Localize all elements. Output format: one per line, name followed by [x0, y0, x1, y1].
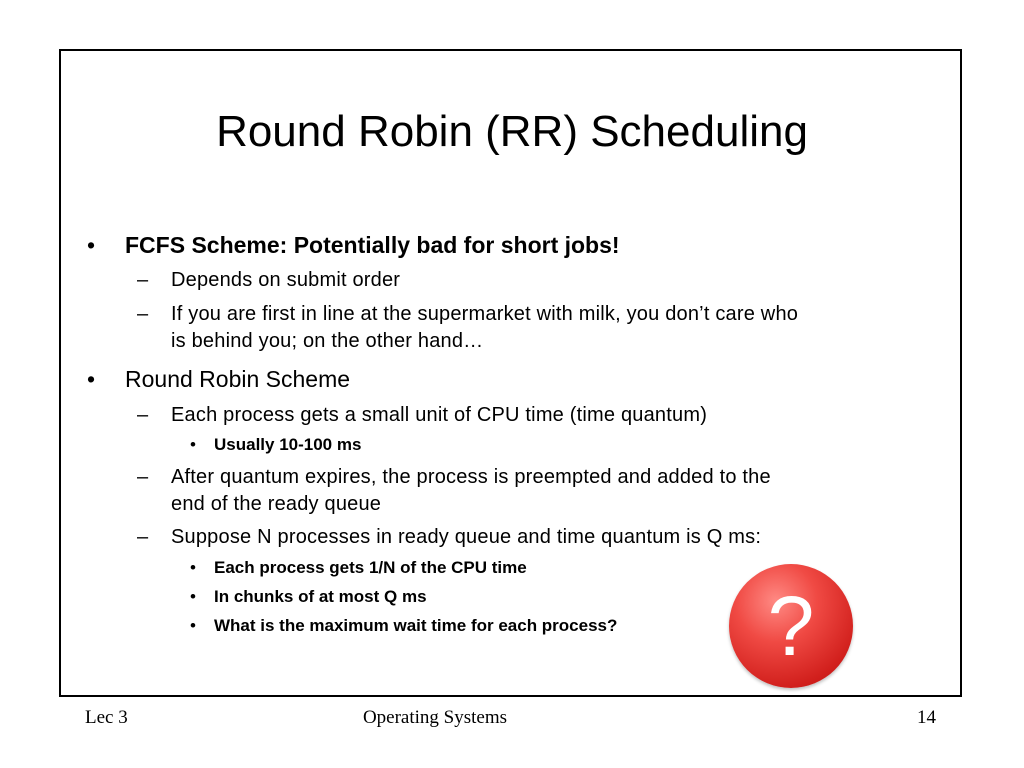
bullet-marker: • [87, 366, 96, 392]
footer-lecture: Lec 3 [85, 707, 128, 728]
sub-bullet-text: end of the ready queue [171, 493, 382, 515]
sub-bullet-text: Depends on submit order [171, 269, 401, 291]
bullet-round-robin [87, 365, 350, 393]
sub-sub-bullet-one-over-n [190, 557, 527, 579]
slide-title: Round Robin (RR) Scheduling [216, 107, 808, 156]
dash-marker: – [137, 466, 149, 488]
sub-sub-bullet-text: What is the maximum wait time for each process? [214, 616, 618, 635]
dash-marker: – [137, 526, 149, 548]
sub-sub-bullet-max-wait [190, 615, 617, 637]
dash-marker: – [137, 404, 149, 426]
sub-bullet-quantum-expires-continued [171, 491, 381, 517]
sub-bullet-text: Suppose N processes in ready queue and time quantum is Q ms: [171, 526, 762, 548]
bullet-text: Round Robin Scheme [125, 366, 351, 392]
sub-bullet-text: Each process gets a small unit of CPU time (time quantum) [171, 404, 708, 426]
bullet-text: FCFS Scheme: Potentially bad for short jobs! [125, 232, 620, 258]
bullet-marker: • [190, 616, 196, 635]
sub-sub-bullet-text: In chunks of at most Q ms [214, 587, 427, 606]
sub-bullet-quantum-expires [137, 464, 771, 490]
sub-bullet-supermarket-continued [171, 328, 483, 354]
bullet-marker: • [87, 232, 96, 258]
sub-sub-bullet-text: Usually 10-100 ms [214, 435, 362, 454]
sub-sub-bullet-text: Each process gets 1/N of the CPU time [214, 558, 527, 577]
sub-sub-bullet-usually [190, 434, 361, 456]
sub-bullet-supermarket [137, 301, 798, 327]
sub-bullet-suppose-n [137, 524, 761, 550]
sub-bullet-text: After quantum expires, the process is preempted and added to the [171, 466, 771, 488]
bullet-fcfs [87, 231, 620, 259]
sub-bullet-submit-order [137, 267, 400, 293]
bullet-marker: • [190, 587, 196, 606]
dash-marker: – [137, 269, 149, 291]
sub-bullet-text: If you are first in line at the supermarket with milk, you don’t care who [171, 303, 799, 325]
footer-page-number: 14 [917, 707, 936, 728]
sub-bullet-text: is behind you; on the other hand… [171, 330, 484, 352]
question-mark-glyph: ? [767, 579, 815, 673]
footer-course-title: Operating Systems [362, 707, 508, 728]
question-mark-icon [729, 564, 853, 688]
bullet-marker: • [190, 558, 196, 577]
sub-sub-bullet-chunks [190, 586, 427, 608]
sub-bullet-time-quantum [137, 402, 707, 428]
bullet-marker: • [190, 435, 196, 454]
dash-marker: – [137, 303, 149, 325]
